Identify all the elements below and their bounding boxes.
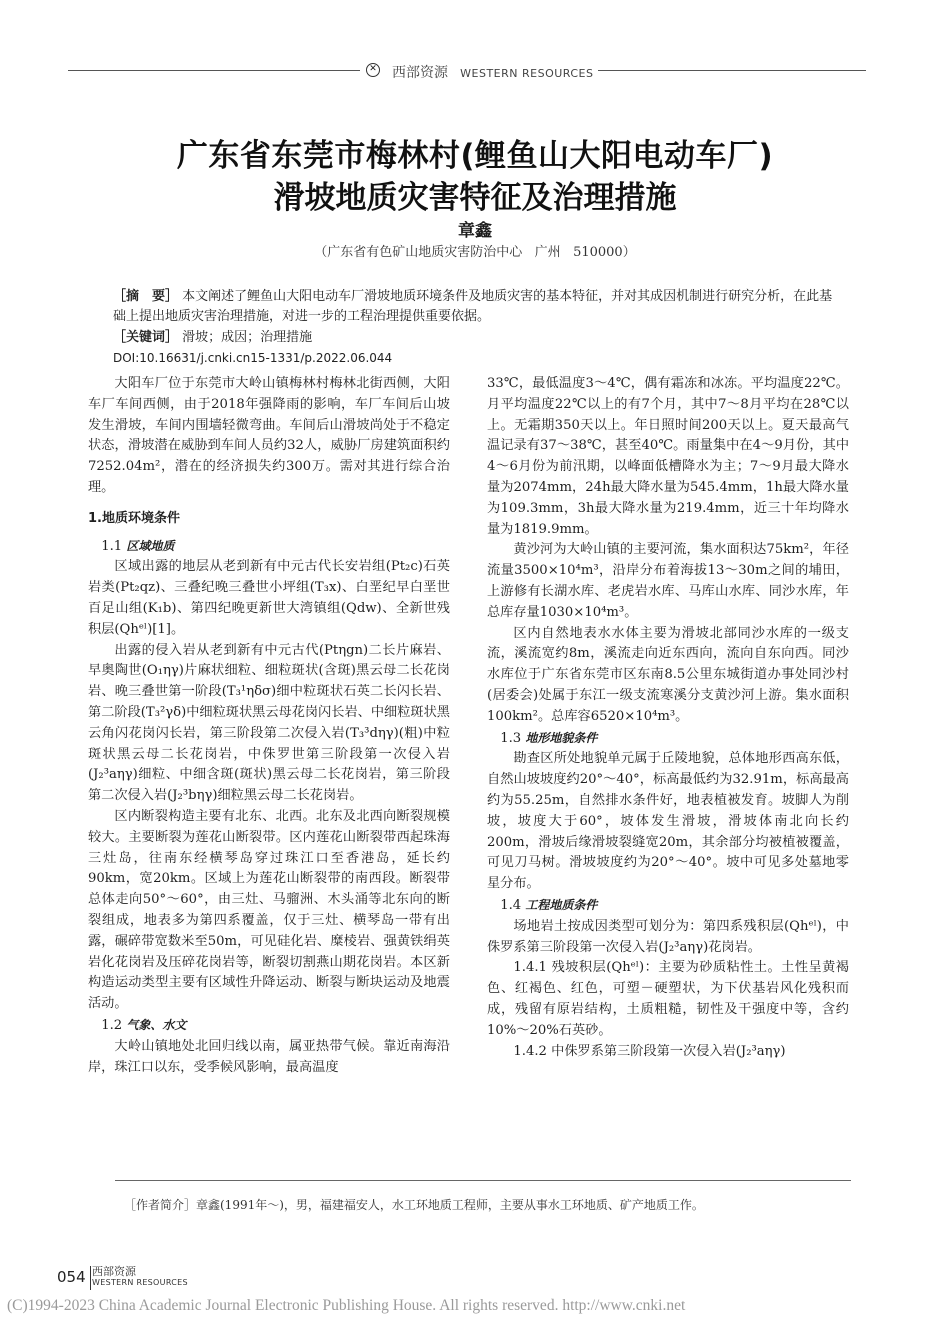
paragraph-1-4-2: 1.4.2 中侏罗系第三阶段第一次侵入岩(J₂³aηγ) [513, 1043, 786, 1059]
author-name: 章鑫 [458, 221, 492, 241]
subsection-heading-1-4 [487, 895, 849, 917]
article-title-line1: 广东省东莞市梅林村(鲤鱼山大阳电动车厂) [176, 138, 774, 174]
paragraph-1-4-1: 1.4.1 残坡积层(Qhᵉˡ)：主要为砂质粘性土。土性呈黄褐色、红褐色、红色，可塑－硬塑状，为下伏基岩风化残积而成，残留有原岩结构，土质粗糙，韧性及干强度中等，含约10%～20%石英砂。 [487, 960, 849, 1038]
body-column-right [487, 374, 849, 1062]
subsection-heading-1-3 [487, 728, 849, 750]
footer-divider [90, 1266, 91, 1290]
paragraph-1-2-b: 黄沙河为大岭山镇的主要河流，集水面积达75km²，年径流量3500×10⁴m³，沿岸分布着海拔13～30m之间的埔田，上游修有长湖水库、老虎岩水库、马库山水库、同沙水库，年总库存量1030×10⁴m³。 [487, 542, 849, 620]
section-heading-1: 1.地质环境条件 [88, 510, 180, 526]
abstract-label: ［摘 要］ [113, 289, 179, 304]
subsection-1-2-number: 1.2 [101, 1017, 123, 1033]
header-journal-en: WESTERN RESOURCES [460, 67, 594, 80]
subsection-1-3-title: 地形地貌条件 [525, 730, 598, 745]
subsection-1-4-title: 工程地质条件 [525, 897, 598, 912]
cnki-copyright-watermark: (C)1994-2023 China Academic Journal Electronic Publishing House. All rights reserved. http://www.cnki.net [7, 1297, 686, 1314]
footnote-rule [115, 1180, 851, 1181]
paragraph-1-4: 场地岩土按成因类型可划分为：第四系残积层(Qhᵉˡ)，中侏罗系第三阶段第一次侵入岩(J₂³aηγ)花岗岩。 [487, 918, 849, 955]
doi: DOI:10.16631/j.cnki.cn15-1331/p.2022.06.044 [113, 351, 393, 365]
subsection-heading-1-2 [88, 1015, 450, 1037]
header-rule-right [598, 70, 866, 71]
paragraph-1-2-a-continued: 33℃，最低温度3～4℃，偶有霜冻和冰冻。平均温度22℃。月平均温度22℃以上的有7个月，其中7～8月平均在28℃以上。无霜期350天以上。年日照时间200天以上。夏天最高气温记录有37～38℃，甚至40℃。雨量集中在4～9月份，其中4～6月份为前汛期，以峰面低槽降水为主；7～9月最大降水量为2074mm，24h最大降水量为545.4mm，1h最大降水量为109.3mm，3h最大降水量为219.4mm，近三十年均降水量为1819.9mm。 [487, 376, 849, 537]
paragraph-1-1-b: 出露的侵入岩从老到新有中元古代(Ptηgn)二长片麻岩、早奥陶世(O₁ηγ)片麻状细粒、细粒斑状(含斑)黑云母二长花岗岩、晚三叠世第一阶段(T₃¹ηδσ)细中粒斑状石英二长闪长岩、第二阶段(T₃²γδ)中细粒斑状黑云母花岗闪长岩、中细粒斑状黑云角闪花岗闪长岩，第三阶段第二次侵入岩(T₃³dηγ)(粗)中粒斑状黑云母二长花岗岩，中侏罗世第三阶段第一次侵入岩(J₂³aηγ)细粒、中细含斑(斑状)黑云母二长花岗岩，第三阶段第二次侵入岩(J₂³bηγ)细粒黑云母二长花岗岩。 [88, 642, 450, 804]
author-affiliation: （广东省有色矿山地质灾害防治中心 广州 510000） [314, 245, 636, 260]
paragraph-intro: 大阳车厂位于东莞市大岭山镇梅林村梅林北街西侧，大阳车厂车间西侧，由于2018年强降雨的影响，车厂车间后山坡发生滑坡，车间内围墙轻微弯曲。车间后山滑坡尚处于不稳定状态，滑坡潜在威胁到车间人员约32人，威胁厂房建筑面积约7252.04m²，潜在的经济损失约300万。需对其进行综合治理。 [88, 376, 450, 495]
keywords [113, 328, 843, 348]
header-rule-left [68, 70, 360, 71]
footer-journal-cn: 西部资源 [92, 1265, 136, 1278]
paragraph-1-2-a: 大岭山镇地处北回归线以南，属亚热带气候。靠近南海沿岸，珠江口以东，受季候风影响，最高温度 [88, 1038, 450, 1075]
footer-journal-brand [92, 1266, 188, 1288]
subsection-1-3-number: 1.3 [500, 730, 522, 746]
abstract-text: 本文阐述了鲤鱼山大阳电动车厂滑坡地质环境条件及地质灾害的基本特征，并对其成因机制进行研究分析，在此基础上提出地质灾害治理措施，对进一步的工程治理提供重要依据。 [113, 289, 833, 324]
article-title-line2: 滑坡地质灾害特征及治理措施 [273, 180, 677, 216]
paragraph-1-2-c: 区内自然地表水水体主要为滑坡北部同沙水库的一级支流，溪流宽约8m，溪流走向近东西向，流向自东向西。同沙水库位于广东省东莞市区东南8.5公里东城街道办事处同沙村(居委会)处属于东江一级支流寒溪分支黄沙河上游。集水面积100km²。总库容6520×10⁴m³。 [487, 625, 849, 724]
author-bio-footnote: ［作者简介］章鑫(1991年～)，男，福建福安人，水工环地质工程师，主要从事水工环地质、矿产地质工作。 [124, 1198, 704, 1212]
subsection-1-1-number: 1.1 [101, 538, 123, 554]
subsection-1-2-title: 气象、水文 [126, 1017, 187, 1032]
keywords-label: ［关键词］ [113, 330, 179, 345]
header-journal-cn: 西部资源 [392, 65, 448, 81]
page-number: 054 [57, 1268, 86, 1286]
footer-journal-en: WESTERN RESOURCES [92, 1278, 188, 1287]
subsection-1-1-title: 区域地质 [126, 538, 175, 553]
journal-logo-icon: ✕ [366, 63, 380, 77]
keywords-text: 滑坡；成因；治理措施 [182, 330, 313, 345]
paragraph-1-3: 勘查区所处地貌单元属于丘陵地貌，总体地形西高东低，自然山坡坡度约20°～40°，标高最低约为32.91m，标高最高约为55.25m，自然排水条件好，地表植被发育。坡脚人为削坡，坡度大于60°，坡体发生滑坡，滑坡体南北向长约200m，滑坡后缘滑坡裂缝宽20m，其余部分均被植被覆盖，可见刀马树。滑坡坡度约为20°～40°。坡中可见多处墓地零星分布。 [487, 751, 849, 892]
subsection-1-4-number: 1.4 [500, 897, 522, 913]
abstract [113, 287, 843, 327]
paragraph-1-1-a: 区域出露的地层从老到新有中元古代长安岩组(Pt₂c)石英岩类(Pt₂qz)、三叠纪晚三叠世小坪组(T₃x)、白垩纪早白垩世百足山组(K₁b)、第四纪晚更新世大湾镇组(Qdw)、全新世残积层(Qhᵉˡ)[1]。 [88, 559, 450, 637]
body-column-left [88, 374, 450, 1078]
paragraph-1-1-c: 区内断裂构造主要有北东、北西。北东及北西向断裂规模较大。主要断裂为莲花山断裂带。区内莲花山断裂带西起珠海三灶岛，往南东经横琴岛穿过珠江口至香港岛，延长约90km，宽20km。区域上为莲花山断裂带的南西段。断裂带总体走向50°～60°，由三灶、马骝洲、木头涌等北东向的断裂组成，地表多为第四系覆盖，仅于三灶、横琴岛一带有出露，碾碎带宽数米至50m，可见硅化岩、糜棱岩、强黄铁绢英岩化花岗岩及压碎花岗岩等，断裂切割燕山期花岗岩。本区新构造运动类型主要有区域性升降运动、断裂与断块运动及地震活动。 [88, 808, 450, 1012]
subsection-heading-1-1 [88, 536, 450, 558]
running-header [392, 62, 593, 82]
